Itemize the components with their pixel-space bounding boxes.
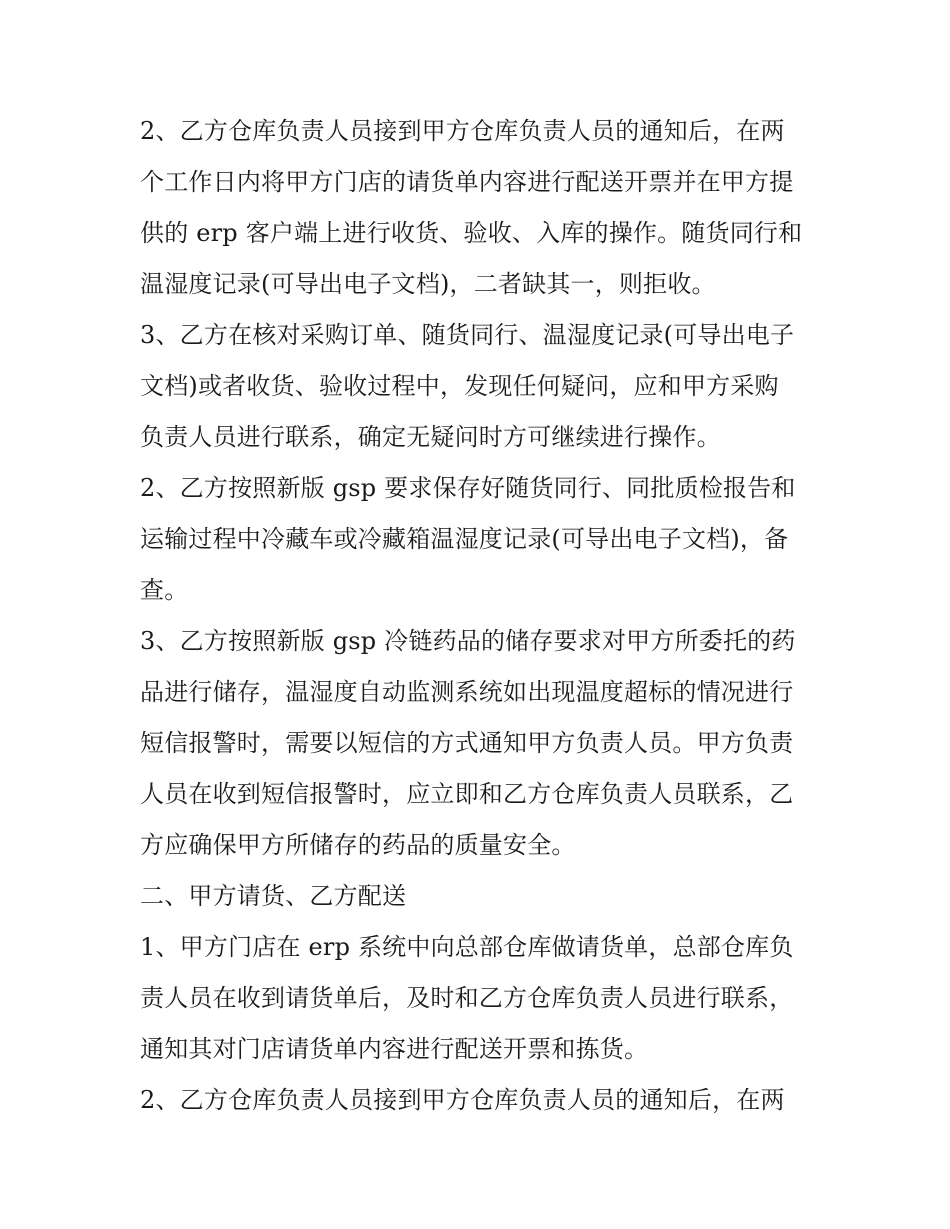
text-line: 负责人员进行联系，确定无疑问时方可继续进行操作。 — [140, 423, 721, 451]
text-line: 2、乙方仓库负责人员接到甲方仓库负责人员的通知后，在两 — [140, 1086, 785, 1114]
text-line: 供的 erp 客户端上进行收货、验收、入库的操作。随货同行和 — [140, 219, 803, 247]
text-line: 方应确保甲方所储存的药品的质量安全。 — [140, 831, 576, 859]
text-line: 个工作日内将甲方门店的请货单内容进行配送开票并在甲方提 — [140, 168, 794, 196]
text-line: 3、乙方在核对采购订单、随货同行、温湿度记录(可导出电子 — [140, 321, 795, 349]
text-line: 运输过程中冷藏车或冷藏箱温湿度记录(可导出电子文档)，备 — [140, 525, 789, 553]
text-line: 文档)或者收货、验收过程中，发现任何疑问，应和甲方采购 — [140, 372, 779, 400]
section-heading: 二、甲方请货、乙方配送 — [140, 882, 407, 910]
text-line: 品进行储存，温湿度自动监测系统如出现温度超标的情况进行 — [140, 678, 794, 706]
text-line: 责人员在收到请货单后，及时和乙方仓库负责人员进行联系， — [140, 984, 794, 1012]
text-line: 人员在收到短信报警时，应立即和乙方仓库负责人员联系，乙 — [140, 780, 794, 808]
text-line: 短信报警时，需要以短信的方式通知甲方负责人员。甲方负责 — [140, 729, 794, 757]
text-line: 查。 — [140, 576, 189, 604]
text-line: 2、乙方按照新版 gsp 要求保存好随货同行、同批质检报告和 — [140, 474, 796, 502]
text-line: 3、乙方按照新版 gsp 冷链药品的储存要求对甲方所委托的药 — [140, 627, 796, 655]
text-line: 2、乙方仓库负责人员接到甲方仓库负责人员的通知后，在两 — [140, 117, 785, 145]
text-line: 通知其对门店请货单内容进行配送开票和拣货。 — [140, 1035, 649, 1063]
text-line: 温湿度记录(可导出电子文档)，二者缺其一，则拒收。 — [140, 270, 716, 298]
text-line: 1、甲方门店在 erp 系统中向总部仓库做请货单，总部仓库负 — [140, 933, 794, 961]
document-page — [140, 106, 820, 1126]
